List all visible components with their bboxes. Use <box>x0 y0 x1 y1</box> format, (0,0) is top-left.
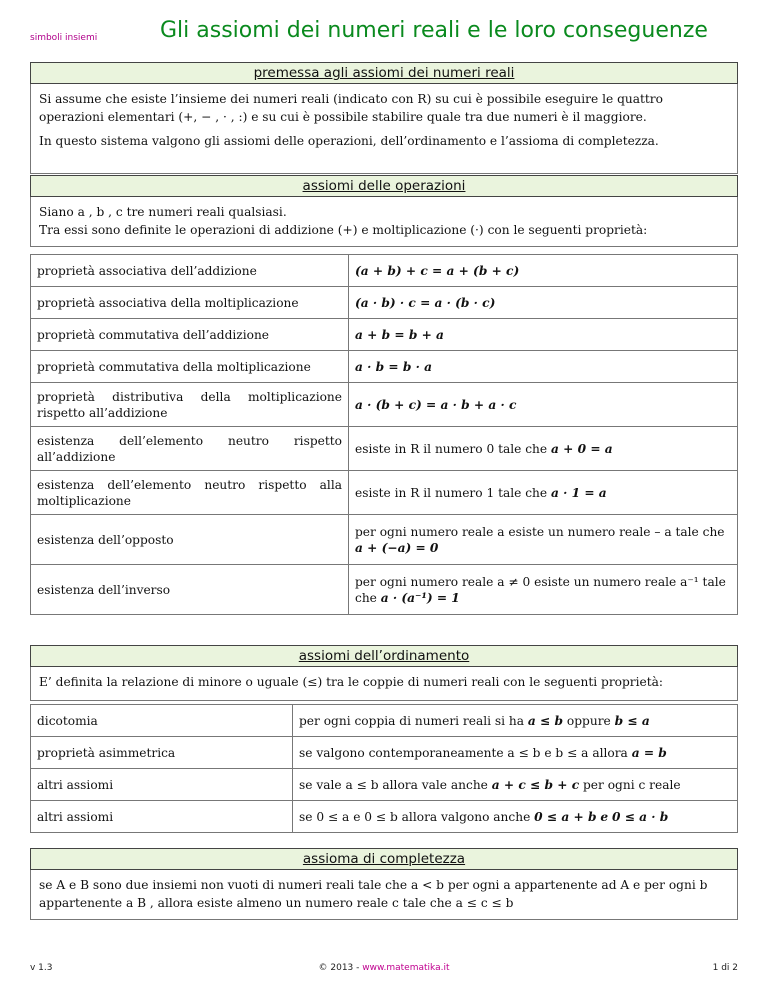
property-name: esistenza dell’inverso <box>31 565 349 615</box>
property-text: per ogni numero reale a ≠ 0 esiste un numero reale a⁻¹ tale che <box>355 574 726 605</box>
property-name: esistenza dell’opposto <box>31 515 349 565</box>
completezza-box <box>30 870 738 920</box>
table-row <box>31 255 738 287</box>
operazioni-intro <box>30 197 738 247</box>
operazioni-paragraph-2: Tra essi sono definite le operazioni di addizione (+) e moltiplicazione (·) con le seguenti proprietà: <box>39 223 648 237</box>
property-text-2: per ogni c reale <box>583 777 681 792</box>
copyright-text: © 2013 - <box>318 963 363 973</box>
property-name: dicotomia <box>31 705 293 737</box>
property-text-2: oppure <box>566 713 611 728</box>
property-name: proprietà distributiva della moltiplicazione rispetto all’addizione <box>31 383 349 427</box>
property-name: proprietà associativa della moltiplicazione <box>31 287 349 319</box>
property-formula: a + 0 = a <box>551 441 613 456</box>
property-formula: a ≤ b <box>527 713 564 728</box>
property-name: esistenza dell’elemento neutro rispetto alla moltiplicazione <box>31 471 349 515</box>
property-name: esistenza dell’elemento neutro rispetto all’addizione <box>31 427 349 471</box>
footer-copyright <box>0 963 768 973</box>
header-left-label: simboli insiemi <box>30 33 98 43</box>
table-row <box>31 287 738 319</box>
site-link[interactable]: www.matematika.it <box>362 963 450 973</box>
premessa-box <box>30 84 738 174</box>
property-formula: a = b <box>631 745 667 760</box>
property-name: altri assiomi <box>31 801 293 833</box>
property-formula: a · (a⁻¹) = 1 <box>380 590 460 605</box>
ordinamento-table <box>30 704 738 833</box>
property-formula-2: 0 ≤ a · b <box>611 809 669 824</box>
property-formula: a + c ≤ b + c <box>491 777 580 792</box>
table-row <box>31 319 738 351</box>
table-row <box>31 515 738 565</box>
ordinamento-paragraph: E’ definita la relazione di minore o uguale (≤) tra le coppie di numeri reali con le seguenti proprietà: <box>39 675 663 689</box>
property-formula: a · b = b · a <box>355 359 432 374</box>
property-formula: a + b = b + a <box>355 327 444 342</box>
property-text: se vale a ≤ b allora vale anche <box>299 777 488 792</box>
property-formula: (a · b) · c = a · (b · c) <box>355 295 496 310</box>
section-title-operazioni: assiomi delle operazioni <box>30 175 738 197</box>
property-formula: a + (−a) = 0 <box>355 540 439 555</box>
property-formula: a · 1 = a <box>551 485 607 500</box>
property-text: esiste in R il numero 1 tale che <box>355 485 548 500</box>
property-name: proprietà commutativa dell’addizione <box>31 319 349 351</box>
property-formula-2: b ≤ a <box>614 713 650 728</box>
version-label: v 1.3 <box>30 963 53 973</box>
property-name: proprietà associativa dell’addizione <box>31 255 349 287</box>
table-row <box>31 351 738 383</box>
property-text: se 0 ≤ a e 0 ≤ b allora valgono anche <box>299 809 531 824</box>
section-title-completezza: assioma di completezza <box>30 848 738 870</box>
completezza-paragraph: se A e B sono due insiemi non vuoti di numeri reali tale che a < b per ogni a appartenente ad A e per ogni b appartenente a B , allora esiste almeno un numero reale c tale che a ≤ c ≤ b <box>39 878 708 910</box>
property-formula: (a + b) + c = a + (b + c) <box>355 263 520 278</box>
table-row <box>31 427 738 471</box>
premessa-paragraph-2: In questo sistema valgono gli assiomi delle operazioni, dell’ordinamento e l’assioma di completezza. <box>39 134 659 148</box>
ordinamento-intro <box>30 667 738 701</box>
page-title: Gli assiomi dei numeri reali e le loro conseguenze <box>160 18 708 43</box>
premessa-paragraph-1: Si assume che esiste l’insieme dei numeri reali (indicato con R) su cui è possibile eseguire le quattro operazioni elementari (+, − , · , :) e su cui è possibile stabilire quale tra due numeri è il maggiore. <box>39 92 663 124</box>
section-title-premessa: premessa agli assiomi dei numeri reali <box>30 62 738 84</box>
property-formula: 0 ≤ a + b <box>534 809 597 824</box>
property-name: proprietà asimmetrica <box>31 737 293 769</box>
table-row <box>31 383 738 427</box>
page-number: 1 di 2 <box>712 963 738 973</box>
property-text: esiste in R il numero 0 tale che <box>355 441 548 456</box>
table-row <box>31 769 738 801</box>
property-text: per ogni coppia di numeri reali si ha <box>299 713 525 728</box>
operazioni-paragraph-1: Siano a , b , c tre numeri reali qualsiasi. <box>39 205 287 219</box>
table-row <box>31 471 738 515</box>
table-row <box>31 565 738 615</box>
table-row <box>31 737 738 769</box>
property-name: proprietà commutativa della moltiplicazione <box>31 351 349 383</box>
table-row <box>31 705 738 737</box>
property-text: per ogni numero reale a esiste un numero reale – a tale che <box>355 524 725 539</box>
property-name: altri assiomi <box>31 769 293 801</box>
property-formula: a · (b + c) = a · b + a · c <box>355 397 517 412</box>
property-text: se valgono contemporaneamente a ≤ b e b ≤ a allora <box>299 745 628 760</box>
property-text-2: e <box>600 809 609 824</box>
section-title-ordinamento: assiomi dell’ordinamento <box>30 645 738 667</box>
operazioni-table <box>30 254 738 615</box>
table-row <box>31 801 738 833</box>
